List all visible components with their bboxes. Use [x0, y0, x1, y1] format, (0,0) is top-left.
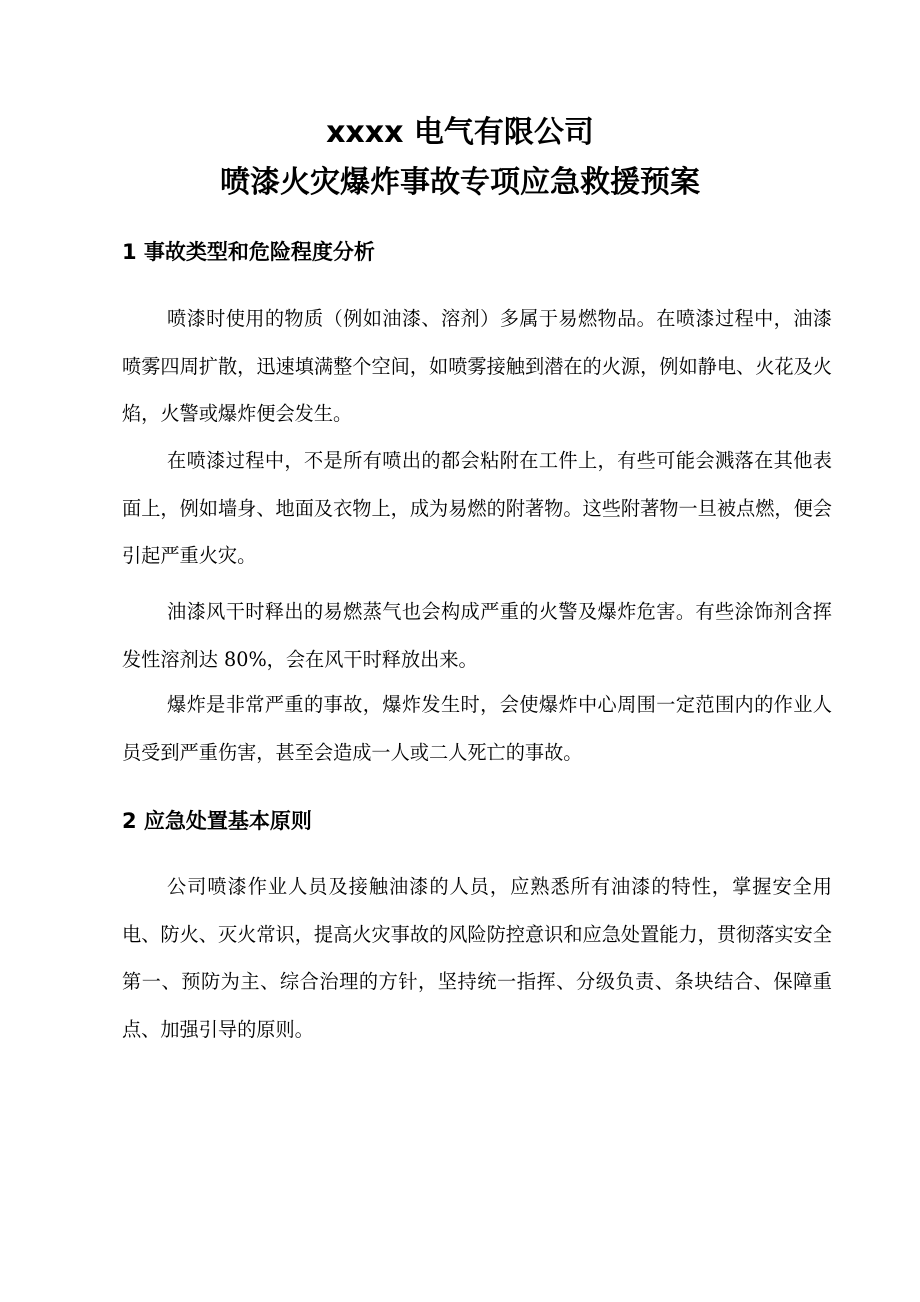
document-title-plan: 喷漆火灾爆炸事故专项应急救援预案	[220, 165, 700, 200]
document-title-company: xxxx 电气有限公司	[326, 115, 594, 150]
paragraph-principles: 公司喷漆作业人员及接触油漆的人员，应熟悉所有油漆的特性，掌握安全用电、防火、灭火常识，提高火灾事故的风险防控意识和应急处置能力，贯彻落实安全第一、预防为主、综合治理的方针，坚持统一指挥、分级负责、条块结合、保障重点、加强引导的原则。	[122, 875, 832, 1041]
section-heading-2: 2 应急处置基本原则	[122, 809, 312, 833]
paragraph-explosion: 爆炸是非常严重的事故，爆炸发生时，会使爆炸中心周围一定范围内的作业人员受到严重伤害，甚至会造成一人或二人死亡的事故。	[122, 693, 832, 764]
paragraph-overspray: 在喷漆过程中，不是所有喷出的都会粘附在工件上，有些可能会溅落在其他表面上，例如墙身、地面及衣物上，成为易燃的附著物。这些附著物一旦被点燃，便会引起严重火灾。	[122, 449, 832, 567]
section-heading-1: 1 事故类型和危险程度分析	[122, 240, 375, 264]
paragraph-vapor: 油漆风干时释出的易燃蒸气也会构成严重的火警及爆炸危害。有些涂饰剂含挥发性溶剂达 80%，会在风干时释放出来。	[122, 600, 832, 671]
paragraph-materials: 喷漆时使用的物质（例如油漆、溶剂）多属于易燃物品。在喷漆过程中，油漆喷雾四周扩散，迅速填满整个空间，如喷雾接触到潜在的火源，例如静电、火花及火焰，火警或爆炸便会发生。	[122, 307, 832, 425]
